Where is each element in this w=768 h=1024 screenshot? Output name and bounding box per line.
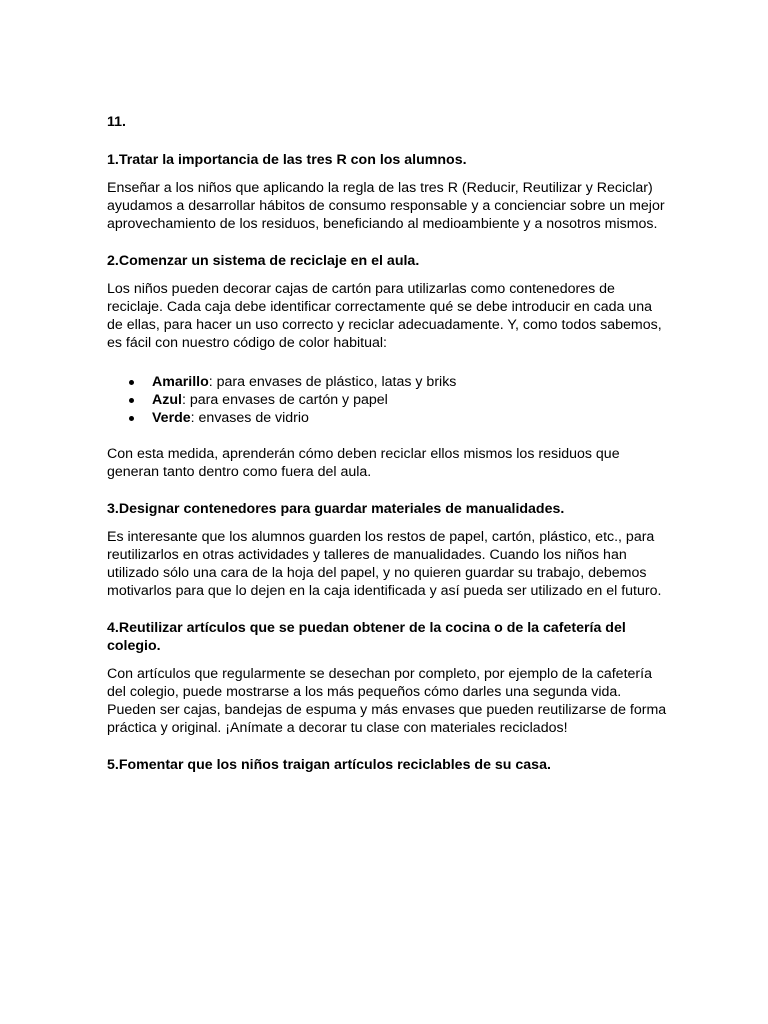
- section-paragraph: Enseñar a los niños que aplicando la regla de las tres R (Reducir, Reutilizar y Reciclar) ayudamos a desarrollar hábitos de consumo responsable y a concienciar sobre un mejor aprovechamiento de los residuos, beneficiando al medioambiente y a nosotros mismos.: [107, 180, 665, 232]
- list-item: [107, 391, 667, 409]
- bullet-text: : para envases de cartón y papel: [181, 392, 388, 408]
- document-page: [107, 113, 667, 784]
- section-2: [107, 252, 667, 481]
- list-item: [107, 373, 667, 391]
- document-number: 11.: [107, 114, 126, 130]
- section-heading: 3.Designar contenedores para guardar materiales de manualidades.: [107, 501, 565, 517]
- bullet-term: Amarillo: [152, 374, 209, 390]
- bullet-text: : envases de vidrio: [190, 410, 309, 426]
- section-4: [107, 619, 667, 737]
- bullet-term: Azul: [152, 392, 182, 408]
- section-closing-paragraph: Con esta medida, aprenderán cómo deben reciclar ellos mismos los residuos que generan tanto dentro como fuera del aula.: [107, 446, 620, 480]
- bullet-icon: [129, 398, 134, 403]
- section-paragraph: Es interesante que los alumnos guarden los restos de papel, cartón, plástico, etc., para reutilizarlos en otras actividades y talleres de manualidades. Cuando los niños han utilizado sólo una cara de la hoja del papel, y no quieren guardar su trabajo, debemos motivarlos para que lo dejen en la caja identificada y así pueda ser utilizado en el futuro.: [107, 529, 662, 599]
- bullet-icon: [129, 380, 134, 385]
- bullet-text: : para envases de plástico, latas y briks: [208, 374, 457, 390]
- section-1: [107, 151, 667, 233]
- bullet-term: Verde: [152, 410, 191, 426]
- section-paragraph: Los niños pueden decorar cajas de cartón para utilizarlas como contenedores de reciclaje. Cada caja debe identificar correctamente qué se debe introducir en cada una de ellas, para hacer un uso correcto y reciclar adecuadamente. Y, como todos sabemos, es fácil con nuestro código de color habitual:: [107, 281, 662, 351]
- list-item: [107, 409, 667, 427]
- bullet-icon: [129, 416, 134, 421]
- section-heading: 2.Comenzar un sistema de reciclaje en el aula.: [107, 253, 420, 269]
- section-paragraph: Con artículos que regularmente se desechan por completo, por ejemplo de la cafetería del colegio, puede mostrarse a los más pequeños cómo darles una segunda vida. Pueden ser cajas, bandejas de espuma y más envases que pueden reutilizarse de forma práctica y original. ¡Anímate a decorar tu clase con materiales reciclados!: [107, 666, 667, 736]
- section-heading: 4.Reutilizar artículos que se puedan obtener de la cocina o de la cafetería del colegio.: [107, 620, 626, 654]
- section-heading: 1.Tratar la importancia de las tres R con los alumnos.: [107, 152, 467, 168]
- section-heading: 5.Fomentar que los niños traigan artículos reciclables de su casa.: [107, 757, 551, 773]
- section-5: [107, 756, 667, 774]
- section-3: [107, 500, 667, 600]
- recycling-color-list: [107, 373, 667, 427]
